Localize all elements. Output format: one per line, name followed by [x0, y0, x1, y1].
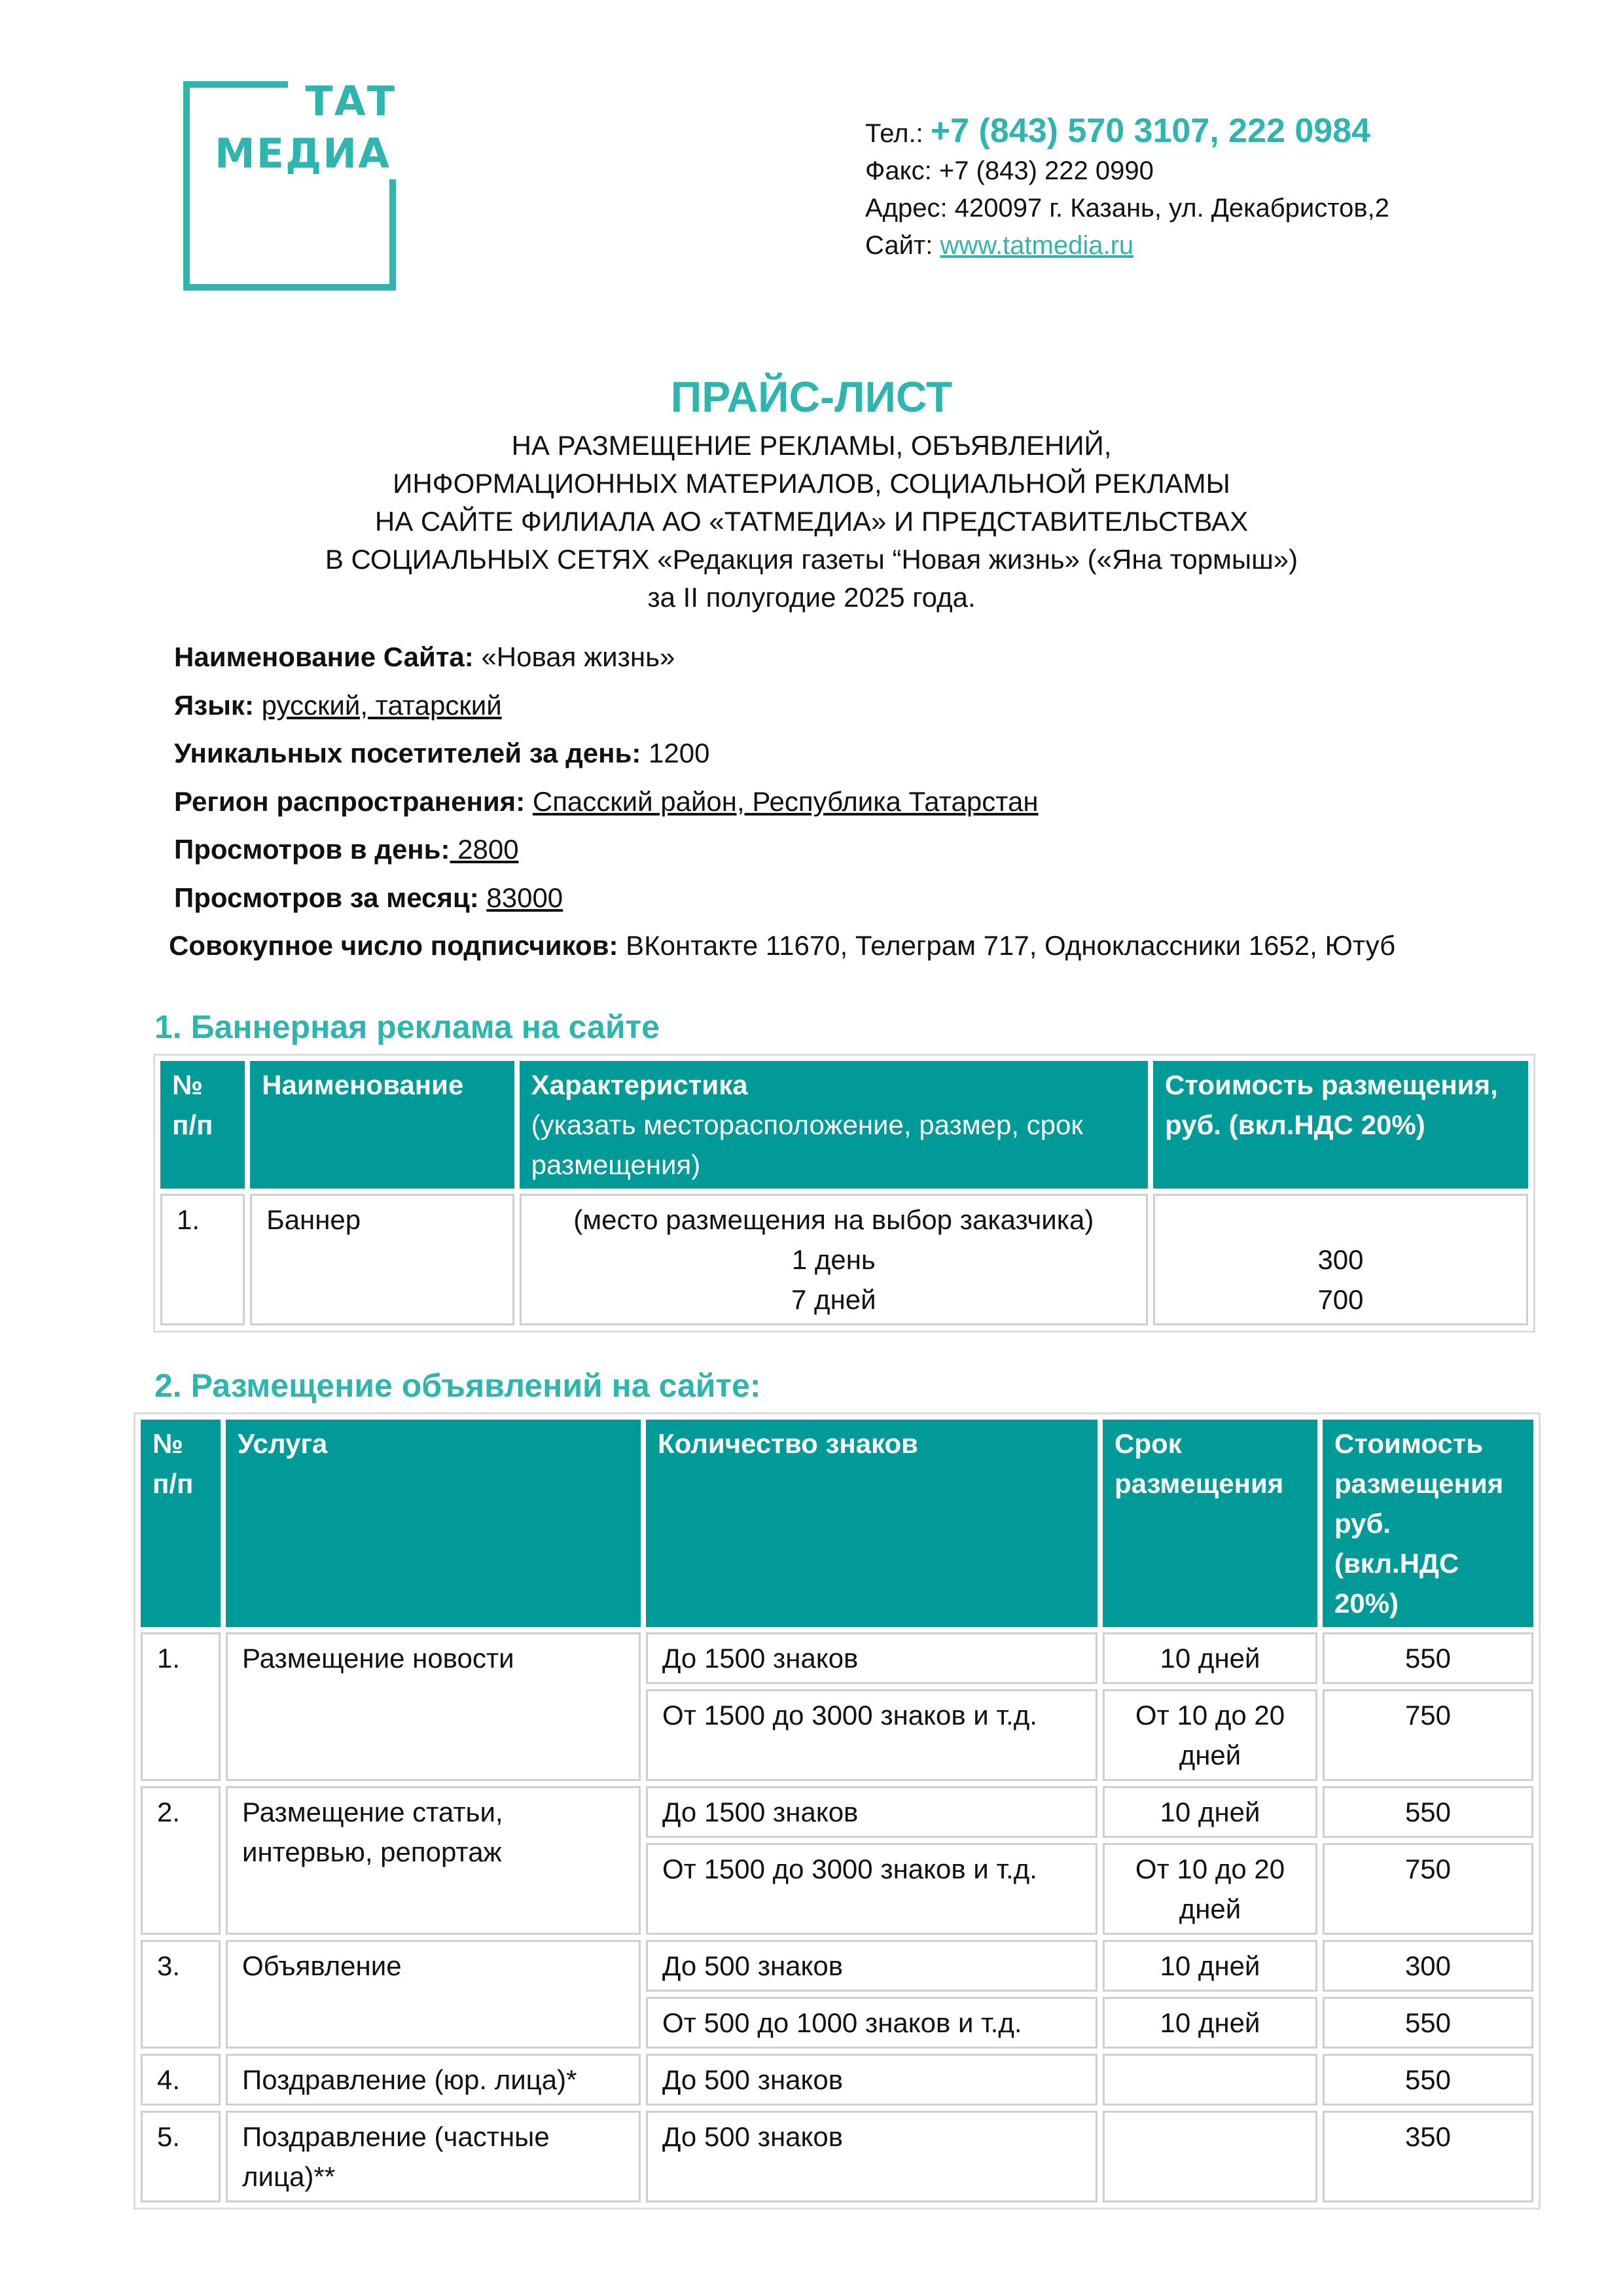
header-cost: Стоимость размещения руб. (вкл.НДС 20%): [1323, 1420, 1533, 1627]
info-label: Просмотров в день:: [174, 834, 450, 865]
cell-price: 750: [1323, 1689, 1533, 1781]
info-visitors: [174, 738, 1395, 786]
cell-service: Размещение новости: [226, 1632, 641, 1781]
cell-service: Объявление: [226, 1940, 641, 2049]
cell-price: 550: [1323, 1632, 1533, 1684]
subtitle-line: за II полугодие 2025 года.: [647, 582, 976, 613]
table-row: [141, 1940, 1533, 1992]
cell-price: 550: [1323, 2054, 1533, 2106]
title-block: [0, 367, 1623, 617]
cell-cost: [1153, 1194, 1528, 1325]
table-row: [160, 1194, 1528, 1325]
cell-term: 7 дней: [791, 1284, 876, 1315]
cell-term: 1 день: [791, 1244, 876, 1275]
info-value: ВКонтакте 11670, Телеграм 717, Одноклассники 1652, Ютуб: [618, 930, 1396, 961]
info-value: «Новая жизнь»: [473, 641, 675, 672]
fax: Факс: +7 (843) 222 0990: [865, 156, 1154, 185]
subtitle-line: НА РАЗМЕЩЕНИЕ РЕКЛАМЫ, ОБЪЯВЛЕНИЙ,: [511, 430, 1112, 461]
info-views-month: [174, 882, 1395, 931]
header-num: № п/п: [141, 1420, 221, 1627]
info-label: Наименование Сайта:: [174, 641, 474, 672]
subtitle-line: ИНФОРМАЦИОННЫХ МАТЕРИАЛОВ, СОЦИАЛЬНОЙ РЕКЛАМЫ: [393, 468, 1230, 499]
info-label: Язык:: [174, 689, 254, 721]
subtitle-line: НА САЙТЕ ФИЛИАЛА АО «ТАТМЕДИА» И ПРЕДСТАВИТЕЛЬСТВАХ: [374, 506, 1249, 537]
ads-price-table: [134, 1412, 1541, 2210]
cell-price: 550: [1323, 1786, 1533, 1838]
header-characteristic-note: (указать месторасположение, размер, срок размещения): [531, 1109, 1083, 1180]
cell-price: 700: [1317, 1284, 1364, 1315]
section2-title: 2. Размещение объявлений на сайте:: [154, 1367, 761, 1404]
phone-label: Тел.:: [865, 119, 931, 148]
cell-price: 300: [1323, 1940, 1533, 1992]
info-value: русский, татарский: [261, 689, 502, 721]
info-language: [174, 690, 1395, 738]
info-value: 83000: [486, 882, 563, 913]
logo: [183, 77, 396, 291]
header-characteristic: [520, 1061, 1148, 1189]
header-num: № п/п: [160, 1061, 245, 1189]
info-views-day: [174, 834, 1395, 882]
header-characteristic-title: Характеристика: [531, 1069, 748, 1100]
cell-service: Поздравление (юр. лица)*: [226, 2054, 641, 2106]
cell-chars: От 1500 до 3000 знаков и т.д.: [646, 1689, 1097, 1781]
cell-num: 1.: [141, 1632, 221, 1781]
cell-chars: От 500 до 1000 знаков и т.д.: [646, 1997, 1097, 2049]
contacts: [865, 113, 1389, 264]
header-service: Услуга: [226, 1420, 641, 1627]
info-value: 2800: [450, 834, 519, 865]
banner-price-table: [153, 1054, 1535, 1333]
cell-characteristic: [520, 1194, 1148, 1325]
cell-chars: До 1500 знаков: [646, 1786, 1097, 1838]
info-label: Регион распространения:: [174, 785, 526, 817]
info-subscribers: [169, 930, 1395, 978]
header-cost: Стоимость размещения, руб. (вкл.НДС 20%): [1153, 1061, 1528, 1189]
site-row: [865, 227, 1389, 264]
info-value: 1200: [641, 738, 710, 768]
cell-num: 5.: [141, 2111, 221, 2202]
subtitle-line: В СОЦИАЛЬНЫХ СЕТЯХ «Редакция газеты “Новая жизнь» («Яна тормыш»): [325, 544, 1298, 575]
table-row: [141, 1632, 1533, 1684]
table-row: [141, 2111, 1533, 2202]
table-header-row: [160, 1061, 1528, 1189]
page-title: ПРАЙС-ЛИСТ: [670, 372, 953, 421]
cell-price: 300: [1317, 1244, 1364, 1275]
cell-price: 350: [1323, 2111, 1533, 2202]
cell-placement: (место размещения на выбор заказчика): [573, 1204, 1094, 1235]
cell-term: [1103, 2111, 1317, 2202]
cell-num: 4.: [141, 2054, 221, 2106]
cell-term: 10 дней: [1103, 1786, 1317, 1838]
header-chars: Количество знаков: [646, 1420, 1097, 1627]
info-label: Уникальных посетителей за день:: [174, 738, 641, 768]
cell-price: 750: [1323, 1843, 1533, 1935]
cell-chars: До 1500 знаков: [646, 1632, 1097, 1684]
cell-chars: От 1500 до 3000 знаков и т.д.: [646, 1843, 1097, 1935]
info-value: Спасский район, Республика Татарстан: [532, 785, 1039, 817]
cell-term: 10 дней: [1103, 1997, 1317, 2049]
cell-service: Размещение статьи, интервью, репортаж: [226, 1786, 641, 1935]
cell-num: 3.: [141, 1940, 221, 2049]
cell-chars: До 500 знаков: [646, 2054, 1097, 2106]
table-row: [141, 2054, 1533, 2106]
info-label: Просмотров за месяц:: [174, 882, 479, 913]
site-link[interactable]: www.tatmedia.ru: [940, 231, 1134, 260]
phone-number: +7 (843) 570 3107, 222 0984: [930, 112, 1371, 150]
site-label: Сайт:: [865, 231, 940, 260]
logo-text-line2: МЕДИА: [215, 130, 391, 177]
logo-text-line1: ТАТ: [305, 77, 396, 125]
cell-term: [1103, 2054, 1317, 2106]
table-row: [141, 1786, 1533, 1838]
header-name: Наименование: [250, 1061, 514, 1189]
cell-chars: До 500 знаков: [646, 2111, 1097, 2202]
header-term: Срок размещения: [1103, 1420, 1317, 1627]
cell-num: 2.: [141, 1786, 221, 1935]
cell-term: От 10 до 20 дней: [1103, 1843, 1317, 1935]
info-site-name: [174, 641, 1395, 690]
info-label: Совокупное число подписчиков:: [169, 930, 618, 961]
cell-service: Поздравление (частные лица)**: [226, 2111, 641, 2202]
cell-name: Баннер: [250, 1194, 514, 1325]
section1-title: 1. Баннерная реклама на сайте: [154, 1009, 660, 1045]
cell-term: От 10 до 20 дней: [1103, 1689, 1317, 1781]
info-region: [174, 786, 1395, 834]
table-header-row: [141, 1420, 1533, 1627]
cell-num: 1.: [160, 1194, 245, 1325]
address: Адрес: 420097 г. Казань, ул. Декабристов,2: [865, 194, 1389, 223]
cell-chars: До 500 знаков: [646, 1940, 1097, 1992]
site-info: [169, 641, 1396, 978]
cell-term: 10 дней: [1103, 1632, 1317, 1684]
phone-row: [865, 113, 1389, 152]
cell-price: 550: [1323, 1997, 1533, 2049]
cell-term: 10 дней: [1103, 1940, 1317, 1992]
